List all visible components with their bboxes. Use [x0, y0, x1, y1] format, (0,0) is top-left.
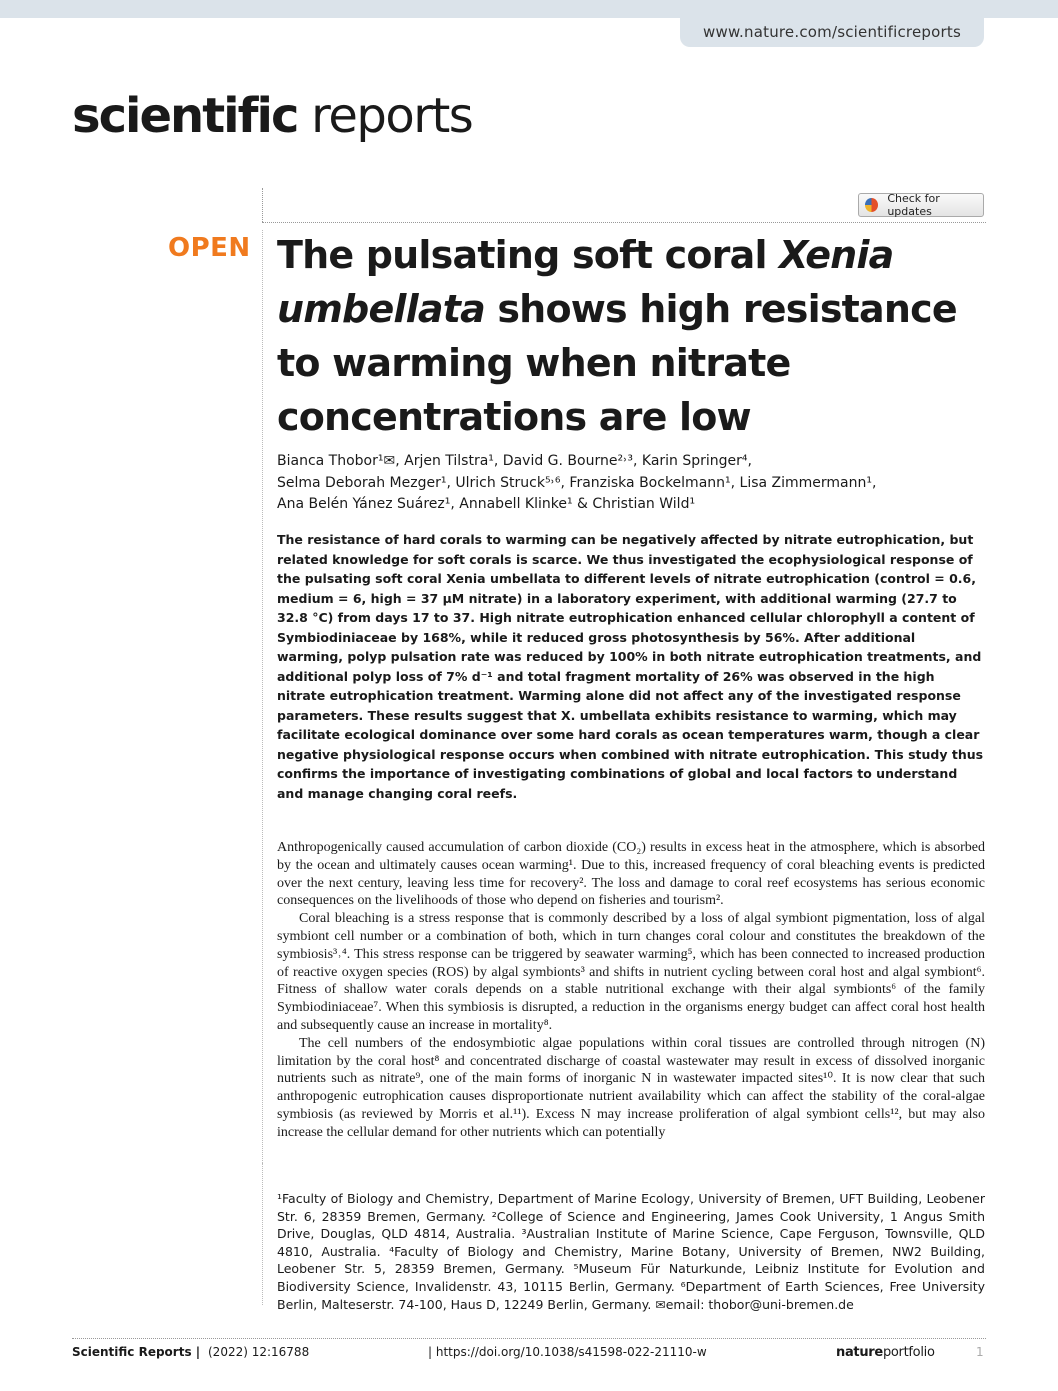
- crossmark-icon: [865, 198, 878, 212]
- open-access-label: OPEN: [168, 233, 251, 263]
- journal-url[interactable]: www.nature.com/scientificreports: [680, 17, 984, 47]
- divider: [262, 188, 263, 222]
- np-light: portfolio: [882, 1345, 935, 1360]
- abstract: The resistance of hard corals to warming can be negatively affected by nitrate eutrophication, but related knowledge for soft corals is scarce. We thus investigated the ecophysiological response of the pulsating soft coral Xenia umbellata to different levels of nitrate eutrophication (control = 0.6, medium = 6, high = 37 µM nitrate) in a laboratory experiment, with additional warming (27.7 to 32.8 °C) from days 17 to 37. High nitrate eutrophication enhanced cellular chlorophyll a content of Symbiodiniaceae by 168%, while it reduced gross photosynthesis by 56%. After additional warming, polyp pulsation rate was reduced by 100% in both nitrate eutrophication treatments, and additional polyp loss of 7% d⁻¹ and total fragment mortality of 26% was observed in the high nitrate eutrophication treatment. Warming alone did not affect any of the investigated response parameters. These results suggest that X. umbellata exhibits resistance to warming, which may facilitate ecological dominance over some hard corals as ocean temperatures warm, though a clear negative physiological response occurs when combined with nitrate eutrophication. This study thus confirms the importance of investigating combinations of global and local factors to understand and manage changing coral reefs.: [277, 532, 984, 801]
- check-for-updates-button[interactable]: [858, 193, 984, 217]
- top-bar: [0, 0, 1058, 18]
- title-text: The pulsating soft coral: [277, 233, 780, 277]
- divider: [262, 1163, 263, 1193]
- author-line[interactable]: Selma Deborah Mezger¹, Ulrich Struck⁵˒⁶, Franziska Bockelmann¹, Lisa Zimmermann¹,: [277, 474, 877, 491]
- footer-divider: [72, 1338, 986, 1339]
- divider: [262, 230, 263, 1305]
- body-text: [277, 839, 985, 1142]
- paragraph: Coral bleaching is a stress response that is commonly described by a loss of algal symbiont pigmentation, loss of algal symbiont cell number or a combination of both, which in turn changes coral colour and constitutes the breakdown of the symbiosis³˒⁴. This stress response can be triggered by seawater warming⁵, which has been connected to increased production of reactive oxygen species (ROS) by algal symbionts³ and shifts in nutrient cycling between coral host and algal symbiont⁶. Fitness of shallow water corals depends on a stable nutritional exchange with their algal symbionts⁶ of the family Symbiodiniaceae⁷. When this symbiosis is disrupted, a reduction in the organisms energy budget can affect coral host health and subsequently cause an increase in mortality⁸.: [277, 911, 985, 1033]
- paragraph: The cell numbers of the endosymbiotic algae populations within coral tissues are controlled through nitrogen (N) limitation by the coral host⁸ and concentrated discharge of coastal wastewater may result in excess of dissolved inorganic nutrients such as nitrate⁹, one of the main forms of inorganic N in wastewater impacted sites¹⁰. It is now clear that such anthropogenic eutrophication causes disproportionate nutrient availability which can affect the stability of the coral-algae symbiosis (as reviewed by Morris et al.¹¹). Excess N may increase proliferation of algal symbiont cells¹², but may also increase the cellular demand for other nutrients which can potentially: [277, 1035, 985, 1140]
- title-species: Xenia umbellata: [277, 233, 894, 331]
- check-for-updates-label: Check for updates: [887, 192, 940, 218]
- footer-citation: (2022) 12:16788: [208, 1345, 310, 1359]
- page-number: 1: [976, 1345, 984, 1359]
- footer-journal: Scientific Reports |: [72, 1345, 201, 1359]
- brand-light: reports: [311, 88, 473, 144]
- paragraph: Anthropogenically caused accumulation of carbon dioxide (CO₂) results in excess heat in the atmosphere, which is absorbed by the ocean and ultimately causes ocean warming¹. Due to this, increased frequency of coral bleaching events is predicted over the next century, leaving less time for recovery². The loss and damage to coral reef ecosystems has serious economic consequences on the livelihoods of those who depend on fisheries and tourism².: [277, 840, 985, 909]
- np-bold: nature: [836, 1345, 883, 1360]
- journal-brand: [72, 88, 472, 144]
- author-line[interactable]: Ana Belén Yánez Suárez¹, Annabell Klinke¹ & Christian Wild¹: [277, 496, 696, 512]
- divider: [262, 222, 986, 223]
- article-title: [277, 228, 977, 444]
- affiliations: ¹Faculty of Biology and Chemistry, Department of Marine Ecology, University of Bremen, UFT Building, Leobener Str. 6, 28359 Bremen, Germany. ²College of Science and Engineering, James Cook University, 1 Angus Smith Drive, Douglas, QLD 4814, Australia. ³Australian Institute of Marine Science, Cape Ferguson, Townsville, QLD 4810, Australia. ⁴Faculty of Biology and Chemistry, Marine Botany, University of Bremen, NW2 Building, Leobener Str. 5, 28359 Bremen, Germany. ⁵Museum Für Naturkunde, Leibniz Institute for Evolution and Biodiversity Science, Invalidenstr. 43, 10115 Berlin, Germany. ⁶Department of Earth Sciences, Free University Berlin, Malteserstr. 74-100, Haus D, 12249 Berlin, Germany. ✉email: thobor@uni-bremen.de: [277, 1191, 985, 1312]
- footer-doi-link[interactable]: | https://doi.org/10.1038/s41598-022-21110-w: [428, 1345, 707, 1359]
- brand-bold: scientific: [72, 88, 298, 144]
- nature-portfolio-logo: [836, 1345, 935, 1360]
- title-text-rest: shows high resistance to warming when nitrate concentrations are low: [277, 287, 957, 439]
- author-line[interactable]: Bianca Thobor¹✉, Arjen Tilstra¹, David G. Bourne²˒³, Karin Springer⁴,: [277, 453, 752, 469]
- author-list: [277, 451, 987, 516]
